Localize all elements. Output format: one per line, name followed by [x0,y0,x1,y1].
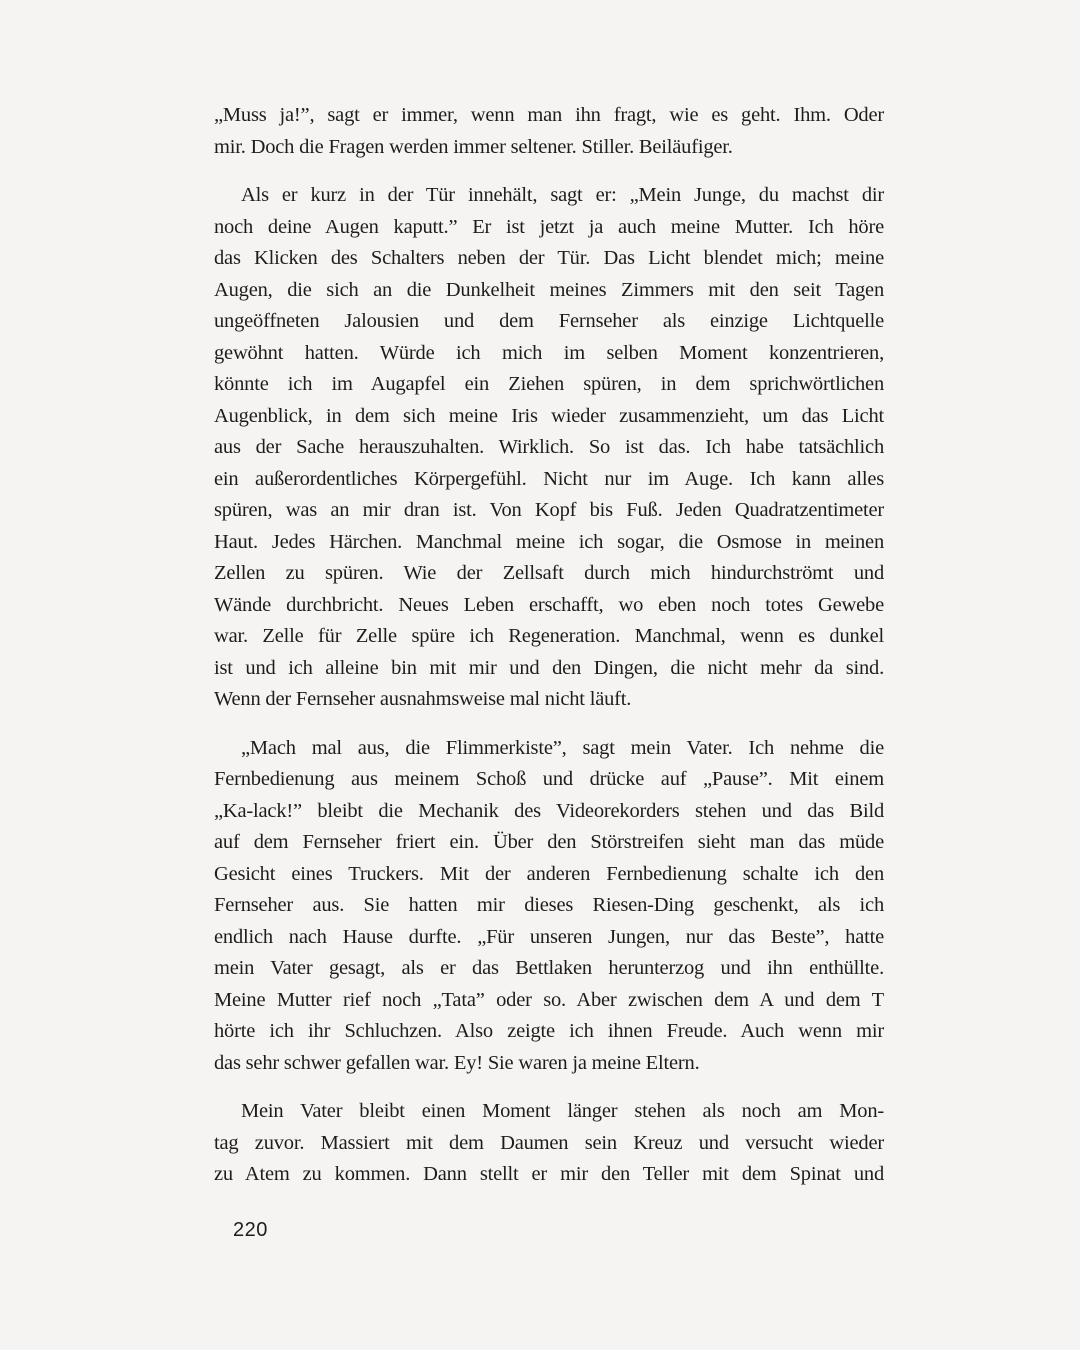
text-line: Meine Mutter rief noch „Tata” oder so. Aber zwischen dem A und dem T [214,988,884,1011]
text-line: hörte ich ihr Schluchzen. Also zeigte ich ihnen Freude. Auch wenn mir [214,1020,884,1042]
text-line: Fernbedienung aus meinem Schoß und drücke auf „Pause”. Mit einem [214,768,884,790]
text-line: Haut. Jedes Härchen. Manchmal meine ich sogar, die Osmose in meinen [214,530,884,553]
text-line: „Ka-lack!” bleibt die Mechanik des Videorekorders stehen und das Bild [214,799,884,822]
text-line: auf dem Fernseher friert ein. Über den Störstreifen sieht man das müde [214,831,884,853]
text-line: Als er kurz in der Tür innehält, sagt er: „Mein Junge, du machst dir [241,184,884,206]
text-line: Fernseher aus. Sie hatten mir dieses Riesen-Ding geschenkt, als ich [214,894,884,916]
text-line: könnte ich im Augapfel ein Ziehen spüren, in dem sprichwörtlichen [214,373,884,395]
text-line: gewöhnt hatten. Würde ich mich im selben Moment konzentrieren, [214,341,884,364]
text-line: ist und ich alleine bin mit mir und den Dingen, die nicht mehr da sind. [214,656,884,679]
text-line: Augen, die sich an die Dunkelheit meines Zimmers mit den seit Tagen [214,278,884,301]
paragraph [214,733,884,1080]
text-line: war. Zelle für Zelle spüre ich Regeneration. Manchmal, wenn es dunkel [214,625,884,647]
text-line: endlich nach Hause durfte. „Für unseren Jungen, nur das Beste”, hatte [214,925,884,948]
text-line: tag zuvor. Massiert mit dem Daumen sein Kreuz und versucht wieder [214,1131,884,1154]
text-line: Wände durchbricht. Neues Leben erschafft, wo eben noch totes Gewebe [214,593,884,616]
text-line: zu Atem zu kommen. Dann stellt er mir den Teller mit dem Spinat und [214,1163,884,1185]
text-line: mir. Doch die Fragen werden immer seltener. Stiller. Beiläufiger. [214,135,733,158]
text-line: spüren, was an mir dran ist. Von Kopf bis Fuß. Jeden Quadratzentimeter [214,499,884,521]
text-line: das sehr schwer gefallen war. Ey! Sie waren ja meine Eltern. [214,1051,700,1074]
text-line: Mein Vater bleibt einen Moment länger stehen als noch am Mon- [241,1100,884,1122]
text-line: Augenblick, in dem sich meine Iris wieder zusammenzieht, um das Licht [214,404,884,427]
text-line: ungeöffneten Jalousien und dem Fernseher als einzige Lichtquelle [214,310,884,332]
paragraph [214,180,884,716]
paragraph [214,100,884,163]
text-line: mein Vater gesagt, als er das Bettlaken herunterzog und ihn enthüllte. [214,957,884,979]
text-line: Gesicht eines Truckers. Mit der anderen Fernbedienung schalte ich den [214,862,884,885]
text-line: „Mach mal aus, die Flimmerkiste”, sagt mein Vater. Ich nehme die [241,736,884,759]
text-line: das Klicken des Schalters neben der Tür. Das Licht blendet mich; meine [214,247,884,269]
text-line: Wenn der Fernseher ausnahmsweise mal nicht läuft. [214,688,632,710]
paragraph [214,1096,884,1191]
page-text-block [214,100,884,1191]
text-line: aus der Sache herauszuhalten. Wirklich. So ist das. Ich habe tatsächlich [214,436,884,458]
text-line: ein außerordentliches Körpergefühl. Nicht nur im Auge. Ich kann alles [214,467,884,490]
text-line: „Muss ja!”, sagt er immer, wenn man ihn fragt, wie es geht. Ihm. Oder [214,104,884,126]
text-line: Zellen zu spüren. Wie der Zellsaft durch mich hindurchströmt und [214,562,884,584]
text-line: noch deine Augen kaputt.” Er ist jetzt ja auch meine Mutter. Ich höre [214,215,884,238]
page-number: 220 [233,1219,268,1241]
